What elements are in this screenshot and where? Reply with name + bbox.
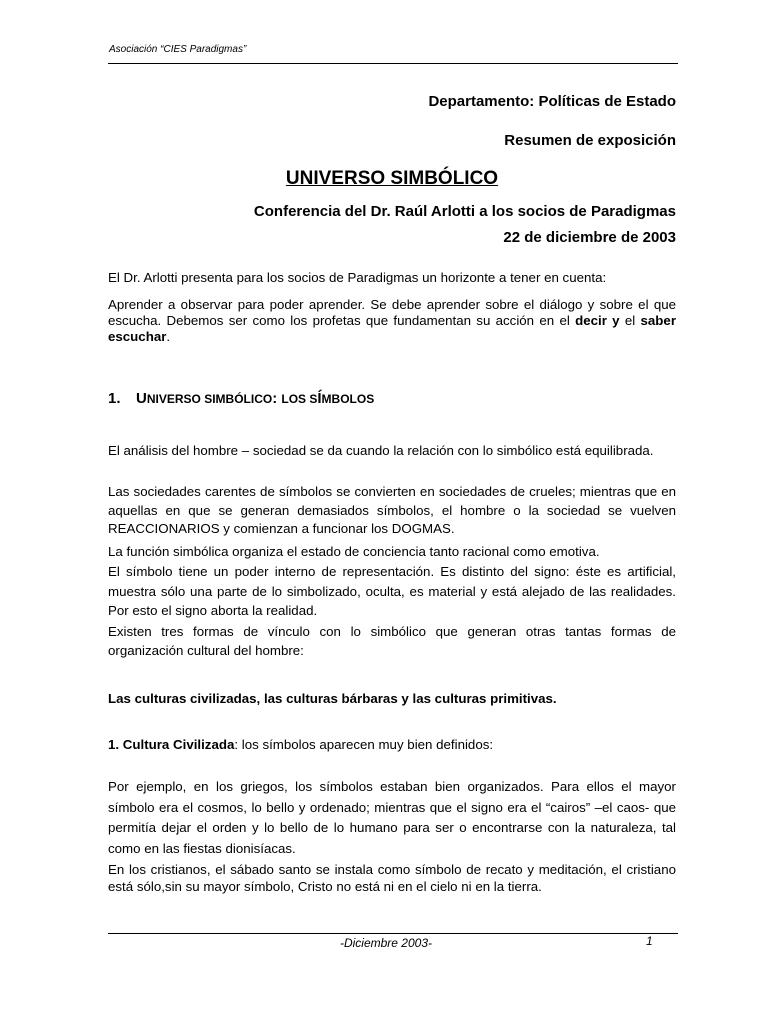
section-heading <box>108 390 374 407</box>
intro-paragraph-2 <box>108 297 676 345</box>
page-number: 1 <box>646 934 653 948</box>
intro-text-e: . <box>166 329 171 344</box>
section-text-2a: LOS S <box>281 392 318 406</box>
department-heading: Departamento: Políticas de Estado <box>428 93 676 110</box>
running-footer: -Diciembre 2003- <box>339 936 433 950</box>
civilized-culture-text: : los símbolos aparecen muy bien definidos: <box>234 737 494 752</box>
document-title <box>0 168 768 190</box>
paragraph-symbol-vs-sign: El símbolo tiene un poder interno de representación. Es distinto del signo: éste es artificial, muestra sólo una parte de lo simbolizado, oculta, es material y está alejado de las realidades. Por esto el signo aborta la realidad. <box>108 564 676 618</box>
section-cap-1: U <box>136 390 147 407</box>
paragraph-christians: En los cristianos, el sábado santo se instala como símbolo de recato y meditación, el cristiano está sólo,sin su mayor símbolo, Cristo no está ni en el cielo ni en la tierra. <box>108 862 676 894</box>
footer-rule <box>108 933 678 934</box>
intro-text-c: el <box>619 313 641 328</box>
summary-heading: Resumen de exposición <box>504 132 676 149</box>
paragraph-symbolic-function: La función simbólica organiza el estado de conciencia tanto racional como emotiva. <box>108 544 600 559</box>
section-text-2b: MBOLOS <box>321 392 375 406</box>
intro-text-a: Aprender a observar para poder aprender. Se debe aprender sobre el diálogo y sobre el que escucha. Debemos ser como los profetas que fundamentan su acción en el <box>108 297 676 328</box>
section-colon: : <box>272 390 282 407</box>
paragraph-greeks: Por ejemplo, en los griegos, los símbolos estaban bien organizados. Para ellos el mayor símbolo era el cosmos, lo bello y ordenado; mientras que el signo era el “cairos” –el caos- que permitía dejar el orden y lo bello de lo humano para ser o encontrarse con la naturaleza, tal como en las fiestas dionisíacas. <box>108 779 676 856</box>
conference-date: 22 de diciembre de 2003 <box>503 229 676 246</box>
intro-bold-decir: decir y <box>575 313 620 328</box>
section-number: 1. <box>108 390 121 407</box>
header-rule <box>108 63 678 64</box>
section-cap-2: Í <box>317 390 322 407</box>
running-header: Asociación “CIES Paradigmas” <box>109 44 247 55</box>
intro-bold-saber: saber escuchar <box>108 313 676 344</box>
intro-paragraph-1: El Dr. Arlotti presenta para los socios de Paradigmas un horizonte a tener en cuenta: <box>108 270 607 285</box>
civilized-culture-label: 1. Cultura Civilizada <box>108 737 235 752</box>
conference-subtitle: Conferencia del Dr. Raúl Arlotti a los socios de Paradigmas <box>253 203 676 220</box>
paragraph-cultures-bold: Las culturas civilizadas, las culturas bárbaras y las culturas primitivas. <box>108 691 557 706</box>
document-title-text: UNIVERSO SIMBÓLICO <box>285 168 499 189</box>
paragraph-societies: Las sociedades carentes de símbolos se convierten en sociedades de crueles; mientras que en aquellas en que se generan demasiados símbolos, el hombre o la sociedad se vuelven REACCIONARIOS y comienzan a funcionar los DOGMAS. <box>108 484 676 536</box>
paragraph-civilized-culture <box>108 735 676 754</box>
paragraph-three-forms: Existen tres formas de vínculo con lo simbólico que generan otras tantas formas de organización cultural del hombre: <box>108 624 676 658</box>
section-text-1: NIVERSO SIMBÓLICO <box>146 392 273 406</box>
paragraph-analysis: El análisis del hombre – sociedad se da cuando la relación con lo simbólico está equilibrada. <box>108 443 654 458</box>
